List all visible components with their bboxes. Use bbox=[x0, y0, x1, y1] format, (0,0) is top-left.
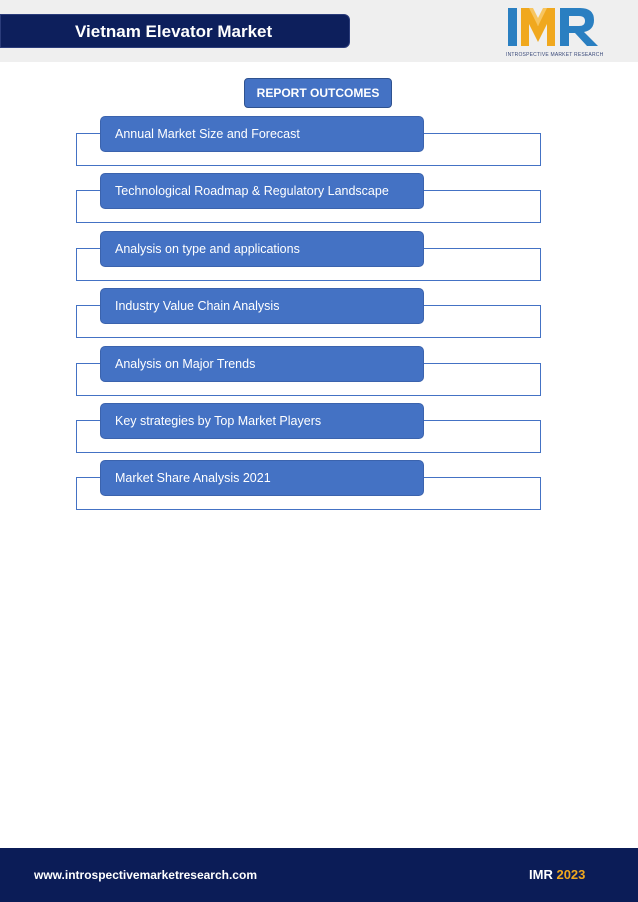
outcome-item bbox=[76, 116, 541, 170]
logo-subtitle: INTROSPECTIVE MARKET RESEARCH bbox=[506, 52, 604, 58]
outcome-item bbox=[76, 288, 541, 342]
report-outcomes-title: REPORT OUTCOMES bbox=[244, 78, 392, 108]
outcome-item bbox=[76, 346, 541, 400]
logo-icon bbox=[506, 6, 602, 48]
footer-brand-name: IMR bbox=[529, 867, 553, 882]
imr-logo bbox=[506, 6, 602, 60]
outcome-item bbox=[76, 231, 541, 285]
footer bbox=[0, 848, 638, 902]
page-title: Vietnam Elevator Market bbox=[0, 14, 350, 48]
website-link[interactable]: www.introspectivemarketresearch.com bbox=[34, 868, 257, 882]
outcome-label: Annual Market Size and Forecast bbox=[100, 116, 424, 152]
outcome-item bbox=[76, 460, 541, 514]
outcome-label: Key strategies by Top Market Players bbox=[100, 403, 424, 439]
outcome-label: Technological Roadmap & Regulatory Landscape bbox=[100, 173, 424, 209]
outcome-label: Market Share Analysis 2021 bbox=[100, 460, 424, 496]
outcome-label: Industry Value Chain Analysis bbox=[100, 288, 424, 324]
footer-year: 2023 bbox=[556, 867, 586, 882]
outcome-label: Analysis on Major Trends bbox=[100, 346, 424, 382]
outcome-label: Analysis on type and applications bbox=[100, 231, 424, 267]
outcome-item bbox=[76, 173, 541, 227]
outcome-item bbox=[76, 403, 541, 457]
footer-brand bbox=[529, 867, 585, 882]
